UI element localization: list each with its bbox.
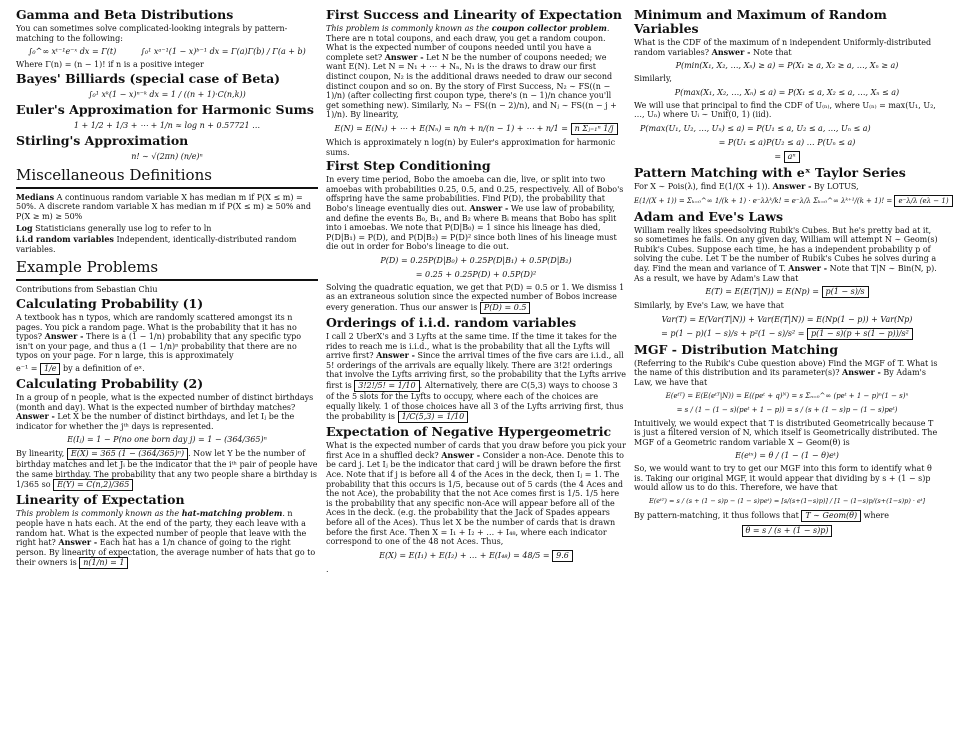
adameve-eq1: E(T) = E(E(T|N)) = E(Np) = xyxy=(705,287,819,297)
mgf-eq2: = s / (1 − (1 − s)(peᵗ + 1 − p)) = s / (s + (1 − s)p − (1 − s)peᵗ) xyxy=(676,405,898,414)
misc-rule xyxy=(16,187,318,189)
calc2-lin-box2: E(Y) = C(n,2)/365 xyxy=(53,479,133,491)
adameve-eq3: = p(1 − p)(1 − s)/s + p²(1 − s)/s² = xyxy=(661,328,805,338)
calc1-answer-label: Answer - xyxy=(44,331,84,342)
minmax-answer: Note that xyxy=(752,47,792,57)
calc1-result xyxy=(16,363,318,375)
adameve-text: William really likes speedsolving Rubik's Cubes. But he's pretty bad at it, so sometimes he fails. On any given day, William will attempt N ∼ Geom(s) Rubik's Cubes. Suppose each time, he has a independent probability p of solving the cube. Let T be the number of Rubik's Cubes he solves during a day. Find the mean and variance of T. xyxy=(634,225,938,273)
adameve-boxed1: p(1 − s)/s xyxy=(822,286,869,298)
iid-label: i.i.d random variables xyxy=(16,234,114,245)
orderings-title: Orderings of i.i.d. random variables xyxy=(326,315,577,331)
calc2-answer-label: Answer - xyxy=(16,411,55,422)
minmax-text: What is the CDF of the maximum of n independent Uniformly-distributed random variables? xyxy=(634,38,932,57)
linexp-text: . n people have n hats each. At the end of the party, they each leave with a random hat. What is the expected number of people that leave with the right hat? xyxy=(16,509,307,548)
examples-contrib: Contributions from Sebastian Chiu xyxy=(16,285,158,295)
minmax-title: Minimum and Maximum of Random Variables xyxy=(634,7,887,36)
mgf-pm-pre: By pattern-matching, it thus follows that xyxy=(634,511,799,521)
adameve-eq2: Var(T) = E(Var(T|N)) + Var(E(T|N)) = E(Np(1 − p)) + Var(Np) xyxy=(661,314,913,324)
linexp-answer-label: Answer - xyxy=(58,537,98,548)
mgf-title: MGF - Distribution Matching xyxy=(634,341,839,357)
calc2-answer: Let X be the number of distinct birthdays, and let Iⱼ be the indicator for whether the jᵗʰ days is represented. xyxy=(16,412,295,431)
adameve-similarly: Similarly, by Eve's Law, we have that xyxy=(634,301,784,311)
taylor-eq: E(1/(X + 1)) = Σₖ₌₀^∞ 1/(k + 1) · e⁻λλᵏ/k! = e⁻λ/λ Σₖ₌₀^∞ λᵏ⁺¹/(k + 1)! = xyxy=(634,196,893,205)
neghyper-text: What is the expected number of cards that you draw before you pick your first Ace in a shuffled deck? xyxy=(326,441,626,460)
mgf-pm-box: T ∼ Geom(θ) xyxy=(801,510,861,522)
minmax-eq5: = xyxy=(774,151,782,161)
calc1-answer: There is a (1 − 1/n) probability that any specific typo isn't on your page, and thus a (1 − 1/n)ⁿ probability that there are no typos on your page. For n large, this is approximately xyxy=(16,332,302,361)
firststep-answer-label: Answer - xyxy=(469,202,509,213)
medians-def xyxy=(16,193,318,222)
calc1-tail: by a definition of eˣ. xyxy=(63,363,145,373)
minmax-eq4: = P(U₁ ≤ a)P(U₂ ≤ a) … P(Uₙ ≤ a) xyxy=(718,137,856,147)
firststep-text: In every time period, Bobo the amoeba can die, live, or split into two amoebas with probabilities 0.25, 0.5, and 0.25, respectively. All of Bobo's offspring have the same probabilities. Find P(D), the probability that Bobo's lineage eventually dies out. xyxy=(326,175,624,213)
calc2-title: Calculating Probability (2) xyxy=(16,375,204,391)
euler-eq: 1 + 1/2 + 1/3 + ⋯ + 1/n ≈ log n + 0.57721 … xyxy=(73,120,261,130)
linexp-body xyxy=(16,509,318,569)
calc1-text: A textbook has n typos, which are randomly scattered amongst its n pages. You pick a random page. What is the probability that it has no typos? xyxy=(16,312,297,342)
adameve-eq1-row xyxy=(634,286,940,298)
neghyper-trail: . xyxy=(326,564,329,574)
coupon-after: Which is approximately n log(n) by Euler's approximation for harmonic sums. xyxy=(326,137,616,157)
misc-title: Miscellaneous Definitions xyxy=(16,165,212,184)
mgf-pm-post: where xyxy=(863,511,889,521)
minmax-answer-label: Answer - xyxy=(711,46,751,57)
firststep-after: Solving the quadratic equation, we get that P(D) = 0.5 or 1. We dismiss 1 as an extraneous solution since the expected number of Bobos increase every generation. Thus our answer is xyxy=(326,282,625,313)
stirling-title: Stirling's Approximation xyxy=(16,132,189,148)
orderings-boxed1: 3!2!/5! = 1/10 xyxy=(354,380,419,392)
calc1-boxed: 1/e xyxy=(40,363,61,375)
bayes-eq: ∫₀¹ xᵏ(1 − x)ⁿ⁻ᵏ dx = 1 / ((n + 1)·C(n,k)) xyxy=(88,89,246,99)
iid-text: Independent, identically-distributed random variables. xyxy=(16,235,297,254)
gamma-text: You can sometimes solve complicated-looking integrals by pattern-matching to the following: xyxy=(16,24,288,43)
mgf-answer: By Adam's Law, we have that xyxy=(634,368,926,387)
orderings-mid: . Alternatively, there are C(5,3) ways to choose 3 of the 5 slots for the Lyfts to occupy, where each of the choices are equally likely. 1 of those choices have all 3 of the Lyfts arriving first, thus the probability is xyxy=(326,381,624,422)
coupon-answer: Let N be the number of coupons needed; we want E(N). Let N = N₁ + ⋯ + Nₙ, N₁ is the draws to draw our first distinct coupon, N₂ is the additional draws needed to draw our second distinct coupon and so on. By the story of First Success, N₂ ∼ FS((n − 1)/n) (after collecting first coupon type, there's (n − 1)/n chance you'll get something new). Similarly, N₃ ∼ FS((n − 2)/n), and Nⱼ ∼ FS((n − j + 1)/n). By linearity, xyxy=(326,52,617,120)
neghyper-eq-row xyxy=(326,550,626,562)
firststep-eq1: P(D) = 0.25P(D|B₀) + 0.25P(D|B₁) + 0.5P(D|B₂) xyxy=(380,255,572,265)
linexp-intro: This problem is commonly known as the xyxy=(16,509,180,519)
bayes-title: Bayes' Billiards (special case of Beta) xyxy=(16,70,281,86)
gamma-equations xyxy=(16,46,318,57)
mgf-final-row xyxy=(634,525,940,537)
taylor-title: Pattern Matching with eˣ Taylor Series xyxy=(634,164,906,180)
coupon-intro: This problem is commonly known as the xyxy=(326,24,490,33)
taylor-boxed: e⁻λ/λ (eλ − 1) xyxy=(894,195,952,207)
orderings-text: I call 2 UberX's and 3 Lyfts at the same time. If the time it takes for the rides to reach me is i.i.d., what is the probability that all the Lyfts will arrive first? xyxy=(326,332,617,361)
minmax-mid: We will use that principal to find the CDF of U₍ₙ₎, where U₍ₙ₎ = max(U₁, U₂, …, Uₙ) where Uᵢ ∼ Unif(0, 1) (iid). xyxy=(634,100,936,120)
mgf-text: (Referring to the Rubik's Cube question above) Find the MGF of T. What is the name of this distribution and its parameter(s)? xyxy=(634,358,938,378)
medians-text: A continuous random variable X has median m if P(X ≤ m) = 50%. A discrete random variable X has median m if P(X ≤ m) ≥ 50% and P(X ≥ m) ≥ 50% xyxy=(16,192,312,221)
taylor-answer: By LOTUS, xyxy=(814,181,859,191)
calc1-body xyxy=(16,313,318,361)
linexp-intro-bold: hat-matching problem xyxy=(181,508,283,519)
mgf-mid2: So, we would want to try to get our MGF into this form to identify what θ is. Taking our original MGF, it would appear that dividing by s + (1 − s)p would allow us to do this. Therefore, we have that xyxy=(634,464,932,493)
linexp-answer: Each hat has a 1/n chance of going to the right person. By linearity of expectation, the average number of hats that go to their owners is xyxy=(16,538,316,568)
calc2-lin-post: . Now let Y be the number of birthday matches and let Jᵢ be the indicator that the iᵗʰ pair of people have the same birthday. The probability that any two people share a birthday is 1/365 so xyxy=(16,449,318,490)
coupon-eq: E(N) = E(N₁) + ⋯ + E(Nₙ) = n/n + n/(n − 1) + ⋯ + n/1 = xyxy=(334,123,569,133)
minmax-boxed: aⁿ xyxy=(784,151,800,163)
beta-eq2: ∫₀¹ xᵃ⁻¹(1 − x)ᵇ⁻¹ dx = Γ(a)Γ(b) / Γ(a + b) xyxy=(140,47,306,57)
mgf-eq4: E(eᵗᵀ) = s / (s + (1 − s)p − (1 − s)peᵗ) = [s/(s+(1−s)p)] / [1 − (1−s)p/(s+(1−s)p) · eᵗ] xyxy=(648,497,926,506)
calc2-text: In a group of n people, what is the expected number of distinct birthdays (month and day). What is the expected number of birthday matches? xyxy=(16,392,314,412)
column-left xyxy=(16,6,318,731)
coupon-intro-bold: coupon collector problem xyxy=(491,23,607,33)
orderings-body xyxy=(326,332,626,423)
gamma-title: Gamma and Beta Distributions xyxy=(16,7,234,22)
adameve-boxed2: p(1 − s)(p + s(1 − p))/s² xyxy=(807,328,913,340)
gamma-note: Where Γ(n) = (n − 1)! if n is a positive integer xyxy=(16,60,204,70)
coupon-body xyxy=(326,24,626,120)
column-middle xyxy=(326,6,626,731)
taylor-eq-row xyxy=(634,195,949,207)
minmax-body xyxy=(634,38,940,57)
mgf-pattern-row xyxy=(634,510,940,522)
calc2-body xyxy=(16,393,318,431)
firststep-boxed: P(D) = 0.5 xyxy=(480,302,531,314)
log-def xyxy=(16,224,318,234)
adameve-eq3-row xyxy=(634,328,940,340)
adameve-title: Adam and Eve's Laws xyxy=(634,208,784,224)
log-text: Statisticians generally use log to refer to ln xyxy=(35,223,212,233)
examples-rule xyxy=(16,279,318,281)
mgf-body xyxy=(634,359,940,388)
stirling-eq: n! ∼ √(2πn) (n/e)ⁿ xyxy=(131,151,203,161)
mgf-mid: Intuitively, we would expect that T is distributed Geometrically because T is just a filtered version of N, which itself is Geometrically distributed. The MGF of a Geometric random variable X ∼ Geom(θ) is xyxy=(634,418,938,447)
mgf-answer-label: Answer - xyxy=(842,367,881,378)
calc2-linearity xyxy=(16,448,318,491)
firststep-title: First Step Conditioning xyxy=(326,158,491,174)
examples-title: Example Problems xyxy=(16,258,159,277)
linexp-boxed: n(1/n) = 1 xyxy=(79,557,128,569)
coupon-answer-label: Answer - xyxy=(384,51,424,62)
adameve-answer-label: Answer - xyxy=(788,262,828,273)
taylor-text: For X ∼ Pois(λ), find E(1/(X + 1)). xyxy=(634,181,771,191)
minmax-eq5-row xyxy=(634,151,940,163)
log-label: Log xyxy=(16,222,33,233)
calc2-eq: E(Iⱼ) = 1 − P(no one born day j) = 1 − (364/365)ⁿ xyxy=(67,435,267,445)
neghyper-title: Expectation of Negative Hypergeometric xyxy=(326,424,612,440)
gamma-eq1: ∫₀^∞ xᵗ⁻¹e⁻ˣ dx = Γ(t) xyxy=(28,47,117,57)
column-right xyxy=(634,6,949,731)
mgf-final-box: θ = s / (s + (1 − s)p) xyxy=(742,525,833,537)
minmax-eq3: P(max(U₁, U₂, …, Uₙ) ≤ a) = P(U₁ ≤ a, U₂ ≤ a, …, Uₙ ≤ a) xyxy=(640,123,871,133)
taylor-answer-label: Answer - xyxy=(772,180,812,191)
minmax-eq1: P(min(X₁, X₂, …, Xₙ) ≥ a) = P(X₁ ≥ a, X₂ ≥ a, …, Xₙ ≥ a) xyxy=(675,61,899,71)
calc2-lin-pre: By linearity, xyxy=(16,449,65,459)
neghyper-eq: E(X) = E(I₁) + E(I₂) + … + E(I₄₈) = 48/5 = xyxy=(379,550,550,560)
iid-def xyxy=(16,235,318,254)
coupon-eq-row xyxy=(326,123,626,135)
linexp-title: Linearity of Expectation xyxy=(16,492,185,508)
coupon-boxed: n Σⱼ₌₁ⁿ 1/j xyxy=(571,123,618,135)
neghyper-answer-label: Answer - xyxy=(441,449,481,460)
orderings-boxed2: 1/C(5,3) = 1/10 xyxy=(398,411,469,423)
neghyper-answer: Consider a non-Ace. Denote this to be card j. Let Iⱼ be the indicator that card j will be drawn before the first Ace. Note that if j is before all 4 of the Aces in the deck, then Iⱼ = 1. The probability that this occurs is 1/5, because out of 5 cards (the 4 Aces and the not Ace), the probability that the not Ace comes first is 1/5. 1/5 here is the probability that any specific non-Ace will appear before all of the Aces in the deck. (e.g. the probability that the Jack of Spades appears before all of the Aces). Thus let X be the number of cards that is drawn before the first Ace. Then X = I₁ + I₂ + … + I₄₈, where each indicator correspond to one of the 48 not Aces. Thus, xyxy=(326,450,624,547)
medians-label: Medians xyxy=(16,191,55,202)
mgf-eq1: E(eᵗᵀ) = E(E(eᵗᵀ|N)) = E((peᵗ + q)ᴺ) = s Σₙ₌₀^∞ (peᵗ + 1 − p)ⁿ(1 − s)ⁿ xyxy=(665,391,909,400)
adameve-answer: Note that T|N ∼ Bin(N, p). As a result, we have by Adam's Law that xyxy=(634,263,937,283)
orderings-answer-label: Answer - xyxy=(376,350,415,361)
orderings-answer: Since the arrival times of the five cars are i.i.d., all 5! orderings of the arrivals are equally likely. There are 3!2! orderings that involve the Lyfts arriving first, so the probability that the Lyfts arrive first is xyxy=(326,351,627,391)
firststep-eq2: = 0.25 + 0.25P(D) + 0.5P(D)² xyxy=(415,269,537,279)
calc2-lin-box: E(X) = 365 (1 − (364/365)ⁿ) xyxy=(67,448,188,460)
firststep-after-row xyxy=(326,283,626,314)
minmax-eq2: P(max(X₁, X₂, …, Xₙ) ≤ a) = P(X₁ ≤ a, X₂ ≤ a, …, Xₙ ≤ a) xyxy=(674,87,900,97)
taylor-body xyxy=(634,182,940,192)
neghyper-boxed: 9.6 xyxy=(552,550,573,562)
euler-title: Euler's Approximation for Harmonic Sums xyxy=(16,101,314,117)
adameve-body xyxy=(634,226,940,284)
mgf-eq3: E(eᵗˣ) = θ / (1 − (1 − θ)eᵗ) xyxy=(735,451,839,461)
calc1-eq: e⁻¹ = xyxy=(16,363,40,373)
firststep-answer: We use law of probability, and define the events B₀, B₁, and B₂ where Bᵢ means that Bobo has split into i amoebas. We note that P(D|B₀) = 1 since his lineage has died, P(D|B₁) = P(D), and P(D|B₂) = P(D)² since both lines of his lineage must die out in order for Bobo's lineage to die out. xyxy=(326,203,617,252)
coupon-text: . There are n total coupons, and each draw, you get a random coupon. What is the expected number of coupons needed until you have a complete set? xyxy=(326,24,610,62)
coupon-title: First Success and Linearity of Expectation xyxy=(326,7,622,22)
neghyper-body xyxy=(326,441,626,547)
minmax-similarly: Similarly, xyxy=(634,74,672,84)
calc1-title: Calculating Probability (1) xyxy=(16,295,204,311)
firststep-body xyxy=(326,175,626,252)
